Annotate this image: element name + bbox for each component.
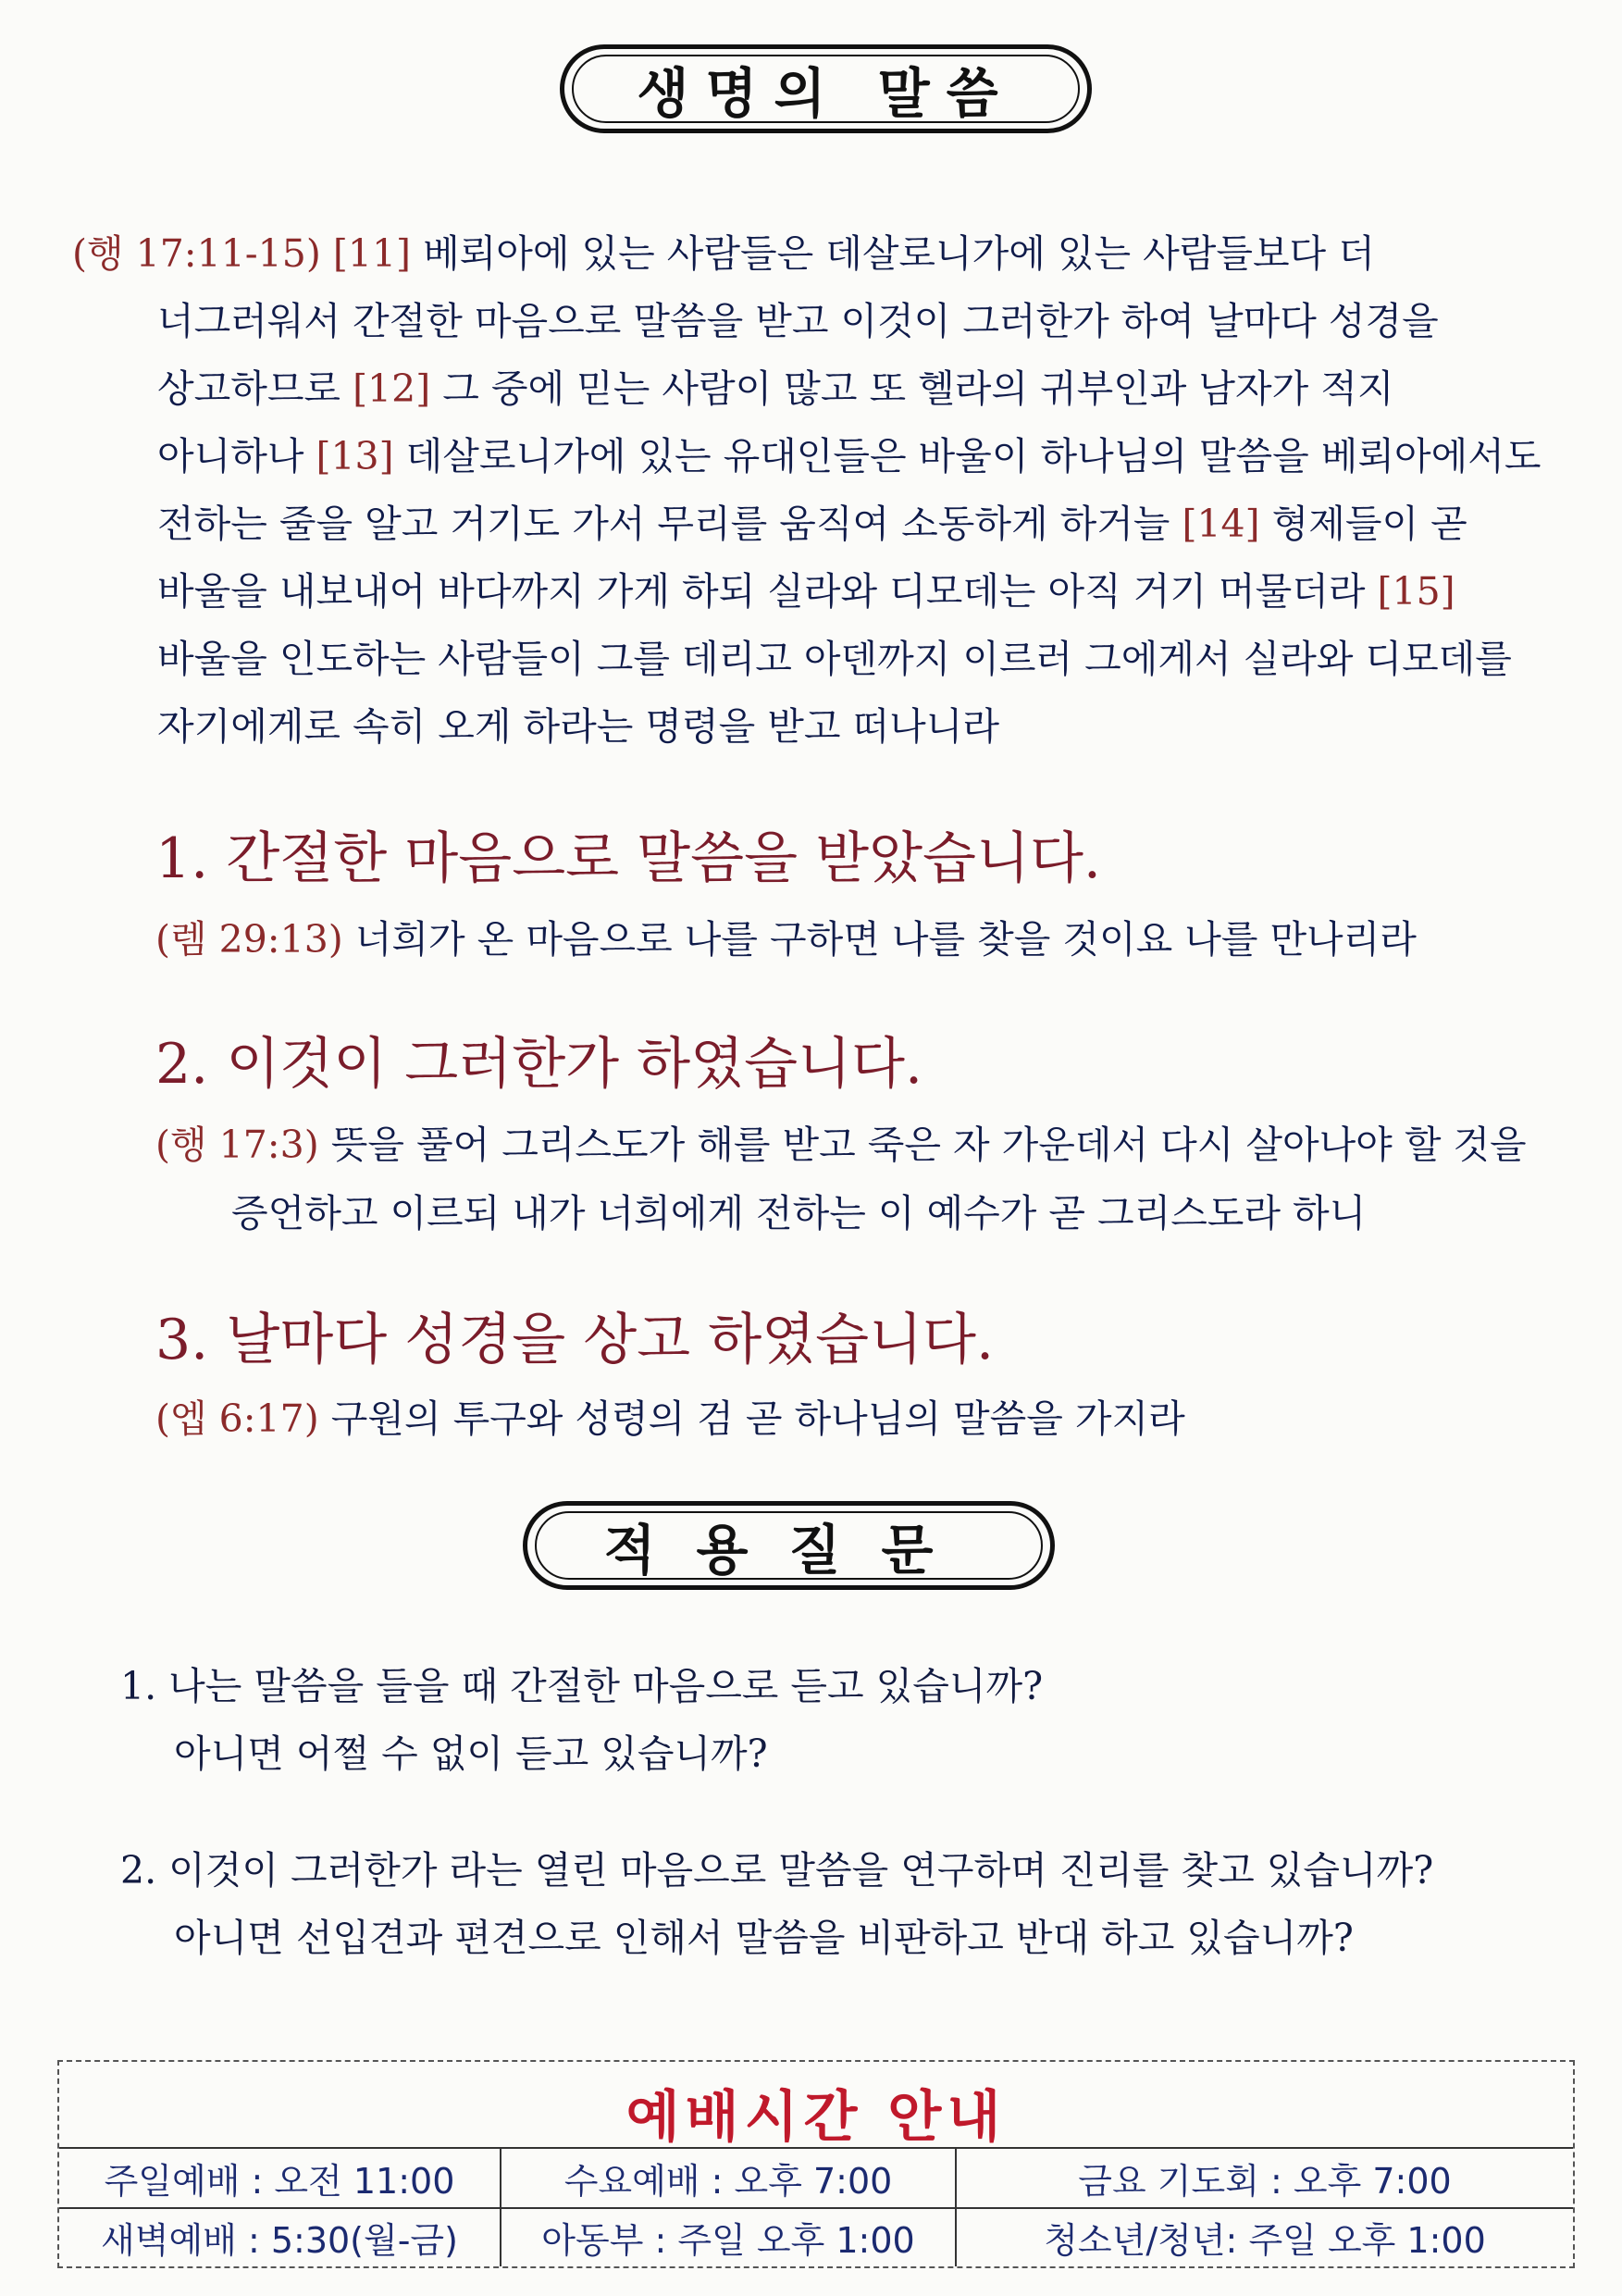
- schedule-cell: 수요예배 : 오후 7:00: [501, 2147, 957, 2207]
- passage-text: 데살로니가에 있는 유대인들은 바울이 하나님의 말씀을 베뢰아에서도: [405, 434, 1542, 478]
- verse-reference: (엡 6:17): [155, 1396, 319, 1441]
- point-heading-3: 3. 날마다 성경을 상고 하였습니다.: [155, 1308, 995, 1372]
- verse-number: [11]: [332, 231, 424, 276]
- question-line: 아니면 어쩔 수 없이 듣고 있습니까?: [174, 1731, 768, 1776]
- passage-reference: (행 17:11-15): [72, 231, 321, 276]
- schedule-cell: 새벽예배 : 5:30(월-금): [59, 2207, 501, 2267]
- verse-number: [14]: [1182, 502, 1272, 546]
- passage-text: 형제들이 곧: [1271, 502, 1467, 546]
- question-line: 1. 나는 말씀을 들을 때 간절한 마음으로 듣고 있습니까?: [120, 1664, 1044, 1708]
- apply-title: [523, 1501, 1055, 1590]
- page-title: [560, 44, 1092, 133]
- verse-text-continued: 증언하고 이르되 내가 너희에게 전하는 이 예수가 곧 그리스도라 하니: [231, 1191, 1367, 1235]
- passage-text: 베뢰아에 있는 사람들은 데살로니가에 있는 사람들보다 더: [423, 231, 1375, 276]
- apply-title-text: 적용질문: [603, 1519, 974, 1582]
- point-verse-3: [155, 1384, 1185, 1453]
- passage-text: 너그러워서 간절한 마음으로 말씀을 받고 이것이 그러한가 하여 날마다 성경을: [157, 299, 1439, 343]
- schedule-cell: 아동부 : 주일 오후 1:00: [501, 2207, 957, 2267]
- question-line: 2. 이것이 그러한가 라는 열린 마음으로 말씀을 연구하며 진리를 찾고 있습니까?: [120, 1848, 1434, 1893]
- passage-text: 자기에게로 속히 오게 하라는 명령을 받고 떠나니라: [157, 704, 999, 749]
- question-line: 아니면 선입견과 편견으로 인해서 말씀을 비판하고 반대 하고 있습니까?: [174, 1916, 1354, 1960]
- passage-line: [72, 355, 1553, 423]
- schedule-cell: 청소년/청년: 주일 오후 1:00: [957, 2207, 1573, 2267]
- verse-text: 뜻을 풀어 그리스도가 해를 받고 죽은 자 가운데서 다시 살아나야 할 것을: [318, 1123, 1527, 1167]
- scripture-passage: [72, 220, 1553, 761]
- verse-reference: (행 17:3): [155, 1123, 319, 1167]
- schedule-title: 예배시간 안내: [625, 2085, 1007, 2150]
- schedule-grid: [59, 2147, 1573, 2266]
- passage-line: [72, 558, 1553, 626]
- page-title-text: 생명의 말씀: [637, 62, 1015, 125]
- passage-line: [72, 423, 1553, 490]
- passage-line: [72, 626, 1553, 693]
- verse-number: [13]: [316, 434, 406, 478]
- passage-line: [72, 288, 1553, 355]
- schedule-cell: 금요 기도회 : 오후 7:00: [957, 2147, 1573, 2207]
- verse-text: 너희가 온 마음으로 나를 구하면 나를 찾을 것이요 나를 만나리라: [342, 917, 1417, 962]
- passage-line: [72, 490, 1553, 558]
- passage-line: [72, 693, 1553, 761]
- passage-line: [72, 220, 1553, 288]
- passage-text: 바울을 인도하는 사람들이 그를 데리고 아덴까지 이르러 그에게서 실라와 디모데를: [157, 637, 1512, 681]
- point-heading-1: 1. 간절한 마음으로 말씀을 받았습니다.: [155, 826, 1102, 891]
- passage-line-0: [333, 231, 1375, 276]
- passage-text: 전하는 줄을 알고 거기도 가서 무리를 움직여 소동하게 하거늘: [157, 502, 1182, 546]
- schedule-cell: 주일예배 : 오전 11:00: [59, 2147, 501, 2207]
- question-1: [120, 1653, 1043, 1788]
- passage-text: 상고하므로: [157, 366, 353, 411]
- verse-reference: (렘 29:13): [155, 917, 343, 962]
- question-2: [120, 1837, 1433, 1972]
- passage-text: 아니하나: [157, 434, 316, 478]
- verse-number: [15]: [1377, 569, 1455, 614]
- worship-schedule: [57, 2060, 1575, 2268]
- point-heading-2: 2. 이것이 그러한가 하였습니다.: [155, 1032, 923, 1097]
- passage-text: 바울을 내보내어 바다까지 가게 하되 실라와 디모데는 아직 거기 머물더라: [157, 569, 1378, 614]
- verse-number: [12]: [353, 366, 443, 411]
- point-verse-2: [155, 1111, 1527, 1247]
- point-verse-1: [155, 905, 1417, 974]
- passage-text: 그 중에 믿는 사람이 많고 또 헬라의 귀부인과 남자가 적지: [442, 366, 1394, 411]
- verse-text: 구원의 투구와 성령의 검 곧 하나님의 말씀을 가지라: [318, 1396, 1185, 1441]
